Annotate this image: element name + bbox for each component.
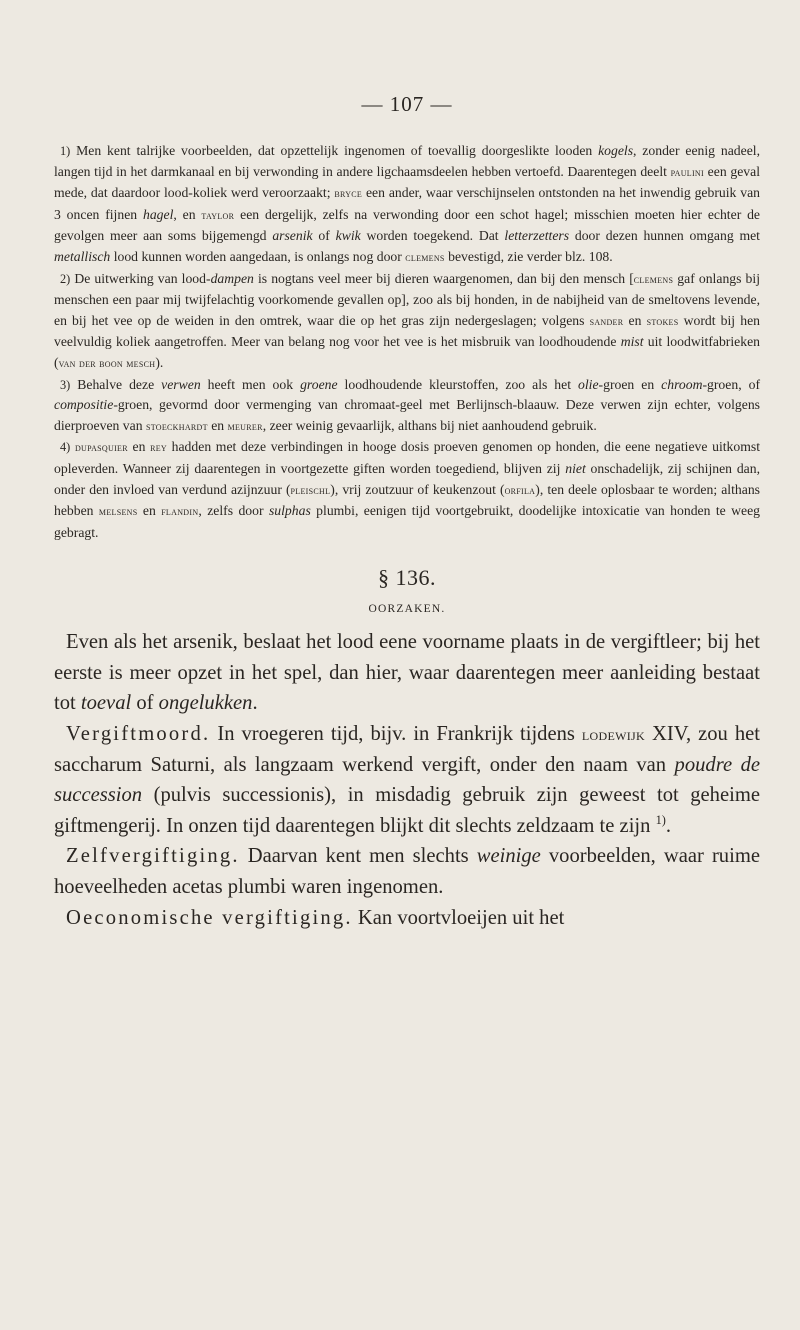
footnote-mark: 1) [60, 144, 71, 158]
footnote-italic: groene [300, 376, 338, 392]
footnote-text: -groen, of [702, 376, 760, 392]
footnote-text: en [127, 439, 151, 455]
spaced-term: Oeconomische vergiftiging. [66, 906, 353, 929]
footnote-text: een ander, waar verschijnselen ontstonden na het inwendig gebruik van 3 oncen fijnen [54, 185, 760, 222]
footnote-text: plumbi, eenigen tijd voortgebruikt, doodelijke intoxicatie van honden te weeg gebragt. [54, 503, 760, 540]
footnote-italic: dampen [210, 270, 254, 286]
paragraph-text: XIV, zou het saccharum Saturni, als langzaam werkend vergift, onder den naam van [54, 723, 760, 776]
author-name: pleischl [290, 483, 331, 497]
emphasis: weinige [476, 845, 541, 868]
footnote-text: door dezen hunnen omgang met [569, 228, 760, 244]
footnote-italic: niet [565, 460, 586, 476]
body-text [54, 627, 760, 933]
body-paragraph-4 [54, 903, 760, 934]
footnote-italic: mist [620, 334, 644, 350]
author-name: rey [150, 441, 167, 455]
footnote-text: Men kent talrijke voorbeelden, dat opzettelijk ingenomen of toevallig doorgeslikte looden [70, 143, 599, 158]
footnote-text: uit loodwitfabrieken ( [54, 334, 761, 370]
footnote-italic: verwen [161, 376, 201, 392]
footnote-mark: 3) [60, 377, 71, 392]
footnote-text: een geval mede, dat daardoor lood-koliek werd veroorzaakt; [54, 163, 760, 201]
footnote-text: ), vrij zoutzuur of keukenzout ( [330, 481, 505, 497]
footnote-text: en [207, 417, 228, 433]
footnote-text: is nogtans veel meer bij dieren waargenomen, dan bij den mensch [ [253, 270, 634, 286]
footnote-text: , zonder eenig nadeel, langen tijd in het darmkanaal en bij verwonding in andere ligchaamsdeelen hebben vertoefd. Daarentegen deelt [54, 143, 760, 179]
footnote-3 [54, 375, 760, 438]
footnote-text: gaf onlangs bij menschen een paar mij twijfelachtig voorkomende gevallen op], zoo als bij honden, in de nabijheid van de smeltovens levende, en bij het vee op de weiden in den omtrek, waar die op het gras zijn nedergeslagen; volgens [54, 270, 760, 328]
footnote-1 [54, 141, 760, 269]
page-number: — 107 — [361, 92, 453, 116]
footnote-text: worden toegekend. Dat [360, 228, 505, 244]
footnote-2 [54, 269, 760, 375]
author-name: meurer [227, 419, 263, 433]
section-heading: § 136. [378, 565, 436, 591]
paragraph-text: Even als het arsenik, beslaat het lood eene voorname plaats in de vergiftleer; bij het eerste is meer opzet in het spel, dan hier, waar daarentegen meer aanleiding bestaat tot [54, 631, 760, 715]
footnote-text: loodhoudende kleurstoffen, zoo als het [337, 376, 579, 392]
author-name: sander [589, 314, 624, 328]
footnote-text: , zelfs door [198, 503, 269, 519]
section-subheading: OORZAKEN. [368, 603, 446, 616]
author-name: flandin [161, 505, 199, 519]
footnote-italic: olie [578, 376, 599, 392]
paragraph-text: voorbeelden, waar ruime hoeveelheden acetas plumbi waren ingenomen. [54, 845, 760, 899]
emphasis: poudre de succession [54, 753, 761, 807]
body-paragraph-3 [54, 841, 760, 902]
author-name: orfila [504, 483, 536, 497]
footnote-italic: sulphas [268, 503, 311, 519]
paragraph-text: Kan voortvloeijen uit het [352, 906, 565, 929]
footnote-text: , zeer weinig gevaarlijk, althans bij niet aanhoudend gebruik. [262, 417, 597, 433]
footnote-text: , en [173, 206, 202, 222]
footnote-text: lood kunnen worden aangedaan, is onlangs nog door [110, 248, 406, 264]
footnote-text: hadden met deze verbindingen in hooge dosis proeven genomen op honden, die eene negatieve uitkomst opleverden. Wanneer zij daarentegen in voortgezette giften worden toegediend, blijven zij [54, 439, 761, 476]
paragraph-text: In vroegeren tijd, bijv. in Frankrijk tijdens [210, 723, 582, 746]
footnote-text: Behalve deze [70, 376, 162, 392]
author-name: clemens [633, 272, 674, 286]
footnote-text: -groen en [598, 376, 662, 392]
footnote-italic: compositie [54, 397, 114, 413]
author-name: dupasquier [74, 441, 128, 455]
spaced-term: Zelfvergiftiging. [66, 845, 240, 868]
footnote-text: ), ten deele oplosbaar te worden; althans hebben [54, 481, 760, 519]
emphasis: toeval [80, 692, 132, 715]
footnote-text: De uitwerking van lood- [70, 270, 211, 286]
footnote-italic: kwik [335, 228, 361, 244]
person-name: lodewijk [581, 724, 645, 745]
footnote-italic: chroom [661, 376, 703, 392]
footnote-italic: arsenik [272, 228, 313, 244]
paragraph-text: (pulvis successionis), in misdadig gebruik zijn geweest tot geheime giftmengerij. In onzen tijd daarentegen blijkt dit slechts zeldzaam te zijn [54, 784, 760, 837]
paragraph-text: Daarvan kent men slechts [239, 845, 477, 868]
footnotes-block [54, 141, 760, 543]
footnote-italic: metallisch [54, 248, 111, 264]
author-name: bryce [334, 187, 363, 201]
author-name: clemens [405, 250, 445, 264]
author-name: melsens [98, 505, 138, 519]
footnote-text: bevestigd, zie verder blz. 108. [444, 248, 613, 264]
footnote-text: ). [155, 354, 164, 370]
paragraph-text: of [131, 692, 159, 715]
footnote-italic: kogels [598, 143, 634, 158]
footnote-text: een dergelijk, zelfs na verwonding door een schot hagel; misschien moeten hier echter de gevolgen meer aan soms bijgemengd [54, 206, 761, 244]
footnote-text: wordt bij hen veelvuldig koliek aangetroffen. Meer van belang nog voor het vee is het misbruik van loodhoudende [54, 312, 760, 350]
footnote-reference: 1) [655, 812, 666, 827]
footnote-text: heeft men ook [200, 376, 301, 392]
footnote-italic: letterzetters [504, 228, 570, 244]
author-name: paulini [670, 165, 704, 179]
footnote-text: en [623, 312, 647, 328]
author-name: stoeckhardt [145, 419, 208, 433]
paragraph-text: . [665, 814, 672, 837]
footnote-text: onschadelijk, zij schijnen dan, onder den invloed van verdund azijnzuur ( [54, 460, 760, 497]
footnote-text: of [312, 228, 336, 244]
paragraph-text: . [252, 692, 258, 715]
author-name: van der boon mesch [58, 356, 156, 370]
body-paragraph-1 [54, 627, 760, 719]
footnote-text: en [137, 503, 162, 519]
footnote-italic: hagel [142, 206, 174, 222]
author-name: taylor [201, 208, 235, 222]
spaced-term: Vergiftmoord. [66, 723, 211, 746]
footnote-4 [54, 437, 760, 543]
body-paragraph-2 [54, 719, 760, 841]
footnote-mark: 2) [60, 271, 71, 286]
footnote-text: -groen, gevormd door vermenging van chromaat-geel met Berlijnsch-blaauw. Deze verwen zijn echter, volgens dierproeven van [54, 397, 760, 433]
emphasis: ongelukken [158, 692, 253, 715]
author-name: stokes [646, 314, 679, 328]
footnote-mark: 4) [60, 440, 71, 455]
